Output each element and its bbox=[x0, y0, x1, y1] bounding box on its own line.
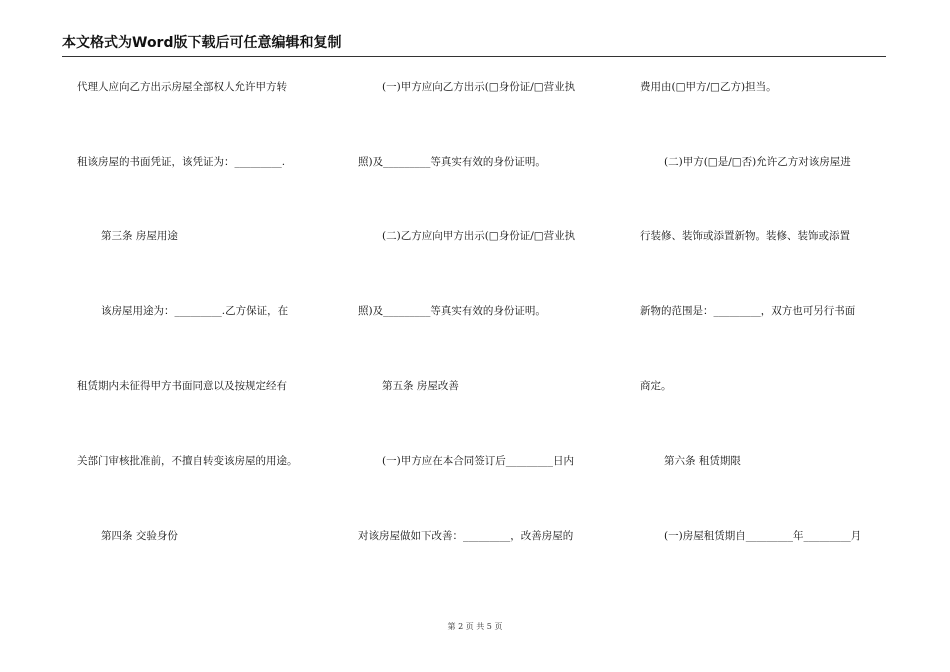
column-1-line-4: 该房屋用途为：_________.乙方保证，在 bbox=[101, 305, 289, 317]
column-3-line-1: 费用由(□甲方/□乙方)担当。 bbox=[640, 81, 777, 93]
column-1-line-1: 代理人应向乙方出示房屋全部权人允许甲方转 bbox=[77, 81, 287, 93]
column-3-line-5: 商定。 bbox=[640, 380, 672, 392]
section-heading-article-4: 第四条 交验身份 bbox=[101, 530, 178, 542]
column-3-line-2: (二)甲方(□是/□否)允许乙方对该房屋进 bbox=[664, 156, 851, 168]
column-1-line-6: 关部门审核批准前，不擅自转变该房屋的用途。 bbox=[77, 455, 298, 467]
column-2-line-6: (一)甲方应在本合同签订后_________日内 bbox=[382, 455, 574, 467]
column-3-line-3: 行装修、装饰或添置新物。装修、装饰或添置 bbox=[640, 230, 850, 242]
column-2-line-2: 照)及_________等真实有效的身份证明。 bbox=[358, 156, 546, 168]
column-3-line-7: (一)房屋租赁期自_________年_________月 bbox=[664, 530, 862, 542]
column-1-line-5: 租赁期内未征得甲方书面同意以及按规定经有 bbox=[77, 380, 287, 392]
text-column-1 bbox=[77, 0, 327, 672]
column-2-line-7: 对该房屋做如下改善：_________，改善房屋的 bbox=[358, 530, 574, 542]
section-heading-article-3: 第三条 房屋用途 bbox=[101, 230, 178, 242]
column-1-line-2: 租该房屋的书面凭证，该凭证为：_________. bbox=[77, 156, 286, 168]
column-2-line-4: 照)及_________等真实有效的身份证明。 bbox=[358, 305, 546, 317]
page-number-footer: 第 2 页 共 5 页 bbox=[447, 622, 503, 631]
section-heading-article-6: 第六条 租赁期限 bbox=[664, 455, 741, 467]
section-heading-article-5: 第五条 房屋改善 bbox=[382, 380, 459, 392]
header-title: 本文格式为Word版下载后可任意编辑和复制 bbox=[62, 35, 342, 51]
column-2-line-3: (二)乙方应向甲方出示(□身份证/□营业执 bbox=[382, 230, 576, 242]
column-3-line-4: 新物的范围是：_________，双方也可另行书面 bbox=[640, 305, 856, 317]
text-column-2 bbox=[358, 0, 613, 672]
column-2-line-1: (一)甲方应向乙方出示(□身份证/□营业执 bbox=[382, 81, 576, 93]
text-column-3 bbox=[640, 0, 890, 672]
